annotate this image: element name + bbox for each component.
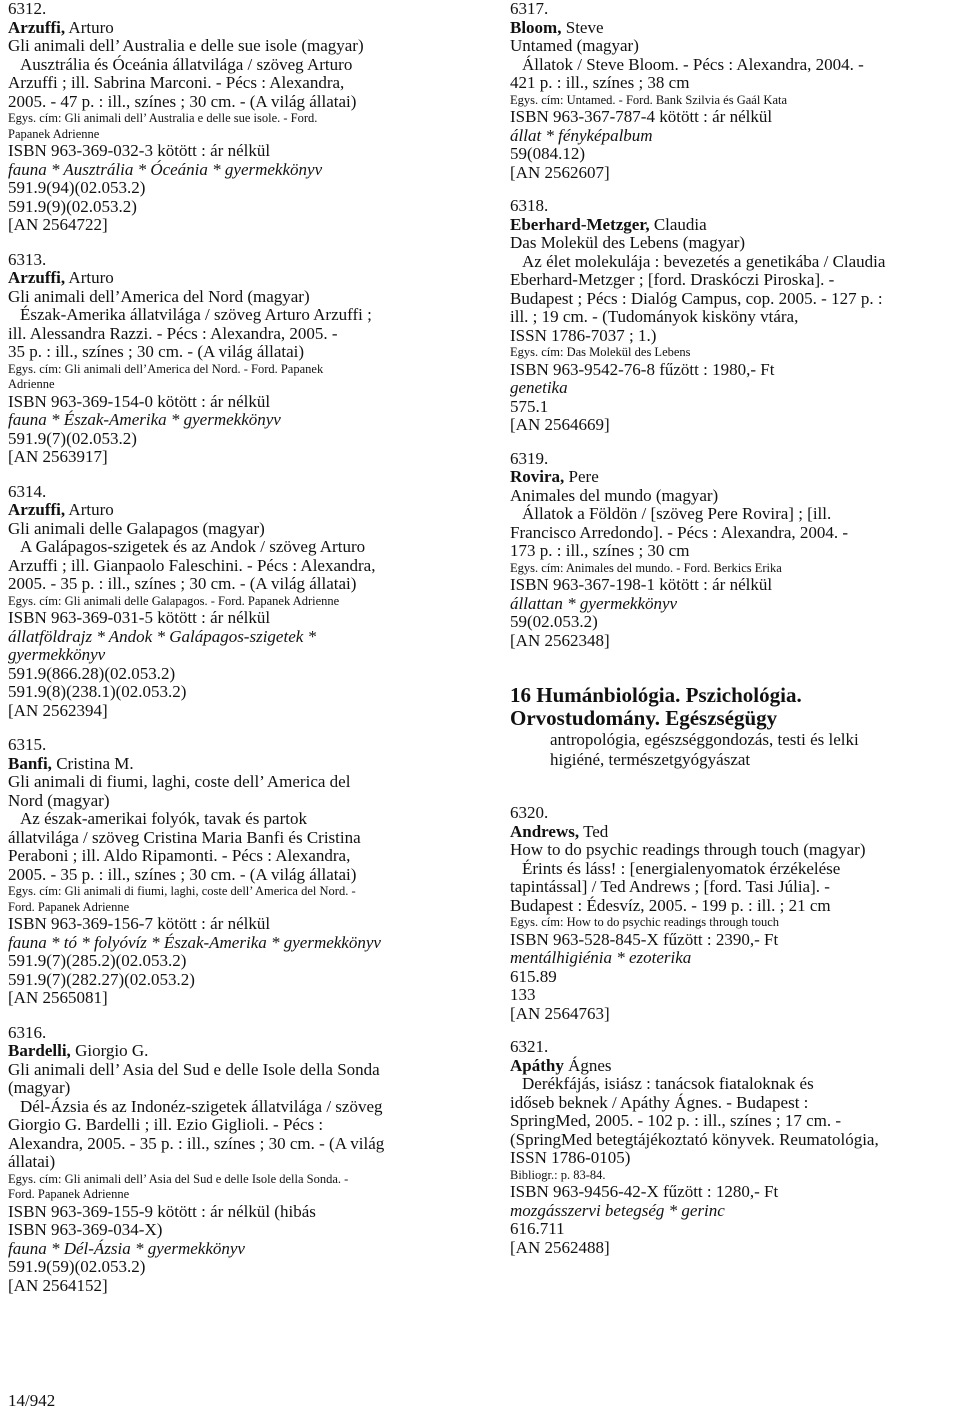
entry-text-line: Dél-Ázsia és az Indonéz-szigetek állatvilága / szöveg bbox=[20, 1096, 383, 1116]
entry-note-line: Papanek Adrienne bbox=[8, 126, 100, 141]
entry-text-line: Gli animali delle Galapagos (magyar) bbox=[8, 518, 265, 538]
entry-subject-line: fauna * Dél-Ázsia * gyermekkönyv bbox=[8, 1238, 245, 1258]
entry-text-line: Gli animali dell’America del Nord (magyar) bbox=[8, 286, 310, 306]
bibliographic-entry bbox=[8, 251, 476, 467]
entry-author bbox=[510, 216, 960, 235]
entry-note-line: Egys. cím: Gli animali dell’ Asia del Sud e delle Isole della Sonda. - bbox=[8, 1171, 349, 1186]
entry-note-line: Egys. cím: Gli animali dell’America del Nord. - Ford. Papanek bbox=[8, 361, 324, 376]
entry-author bbox=[8, 1042, 476, 1061]
page-number: 14/942 bbox=[8, 1391, 56, 1410]
bibliographic-entry bbox=[510, 450, 960, 651]
entry-text-line: SpringMed, 2005. - 102 p. : ill., színes ; 17 cm. - bbox=[510, 1111, 842, 1130]
entry-author bbox=[8, 501, 476, 520]
author-surname: Arzuffi, bbox=[8, 500, 66, 519]
entry-text-line: Gli animali dell’ Asia del Sud e delle Isole della Sonda bbox=[8, 1059, 380, 1079]
entry-text-line: Gli animali dell’ Australia e delle sue isole (magyar) bbox=[8, 36, 364, 55]
entry-text-line: [AN 2562488] bbox=[510, 1237, 610, 1257]
right-entries-group-2 bbox=[510, 804, 960, 1257]
entry-text-line: 2005. - 47 p. : ill., színes ; 30 cm. - (A világ állatai) bbox=[8, 91, 357, 111]
entry-text-line: ill. ; 19 cm. - (Tudományok kisköny vtára, bbox=[510, 307, 799, 326]
entry-text-line: 591.9(7)(282.27)(02.053.2) bbox=[8, 969, 195, 989]
chapter-title-line-2: Orvostudomány. Egészségügy bbox=[510, 706, 778, 730]
entry-text-line: ISBN 963-9542-76-8 fűzött : 1980,- Ft bbox=[510, 359, 775, 379]
entry-text-line: 615.89 bbox=[510, 966, 557, 986]
entry-number: 6312. bbox=[8, 0, 47, 18]
entry-text-line: [AN 2564152] bbox=[8, 1275, 108, 1295]
entry-subject-line: fauna * tó * folyóvíz * Észak-Amerika * gyermekkönyv bbox=[8, 932, 381, 952]
chapter-heading bbox=[510, 684, 960, 770]
entry-text-line: Állatok a Földön / [szöveg Pere Rovira] ; [ill. bbox=[522, 504, 832, 523]
entry-note-line: Egys. cím: Animales del mundo. - Ford. Berkics Erika bbox=[510, 560, 782, 575]
entry-text-line: ISBN 963-367-198-1 kötött : ár nélkül bbox=[510, 575, 773, 594]
entry-subject-line: állat * fényképalbum bbox=[510, 125, 653, 145]
entry-text-line: 591.9(866.28)(02.053.2) bbox=[8, 663, 176, 683]
entry-note-line: Ford. Papanek Adrienne bbox=[8, 1187, 130, 1201]
entry-text-line: ill. Alessandra Razzi. - Pécs : Alexandra, 2005. - bbox=[8, 323, 338, 343]
entry-text-line: 421 p. : ill., színes ; 38 cm bbox=[510, 73, 690, 92]
author-surname: Andrews, bbox=[510, 821, 580, 841]
entry-text-line: Az élet molekulája : bevezetés a genetikába / Claudia bbox=[522, 251, 886, 271]
entry-subject-line: fauna * Ausztrália * Óceánia * gyermekkönyv bbox=[8, 159, 323, 179]
entry-text-line: 591.9(59)(02.053.2) bbox=[8, 1257, 146, 1276]
entry-subject-line: fauna * Észak-Amerika * gyermekkönyv bbox=[8, 410, 281, 429]
entry-text-line: időseb beknek / Apáthy Ágnes. - Budapest : bbox=[510, 1092, 809, 1112]
entry-author bbox=[510, 823, 960, 842]
entry-author bbox=[8, 19, 476, 38]
author-given-name: Arturo bbox=[65, 17, 114, 37]
author-given-name: Arturo bbox=[65, 500, 114, 519]
entry-text-line: 591.9(94)(02.053.2) bbox=[8, 178, 146, 197]
entry-text-line: ISBN 963-369-032-3 kötött : ár nélkül bbox=[8, 141, 271, 160]
entry-note-line: Ford. Papanek Adrienne bbox=[8, 899, 130, 914]
entry-text-line: 591.9(9)(02.053.2) bbox=[8, 196, 137, 216]
entry-number: 6313. bbox=[8, 249, 47, 269]
bibliographic-entry bbox=[8, 483, 476, 721]
entry-text-line: 616.711 bbox=[510, 1219, 565, 1238]
author-given-name: Pere bbox=[564, 467, 599, 486]
entry-author bbox=[510, 468, 960, 487]
entry-text-line: [AN 2564669] bbox=[510, 415, 610, 434]
entry-number: 6319. bbox=[510, 448, 549, 468]
entry-text-line: 591.9(8)(238.1)(02.053.2) bbox=[8, 682, 187, 701]
right-entries-group bbox=[510, 0, 960, 650]
entry-text-line: Peraboni ; ill. Aldo Ripamonti. - Pécs : Alexandra, bbox=[8, 846, 351, 865]
author-surname: Arzuffi, bbox=[8, 268, 66, 287]
entry-text-line: Érints és láss! : [energialenyomatok érzékelése bbox=[522, 858, 841, 878]
bibliographic-entry bbox=[8, 1024, 476, 1296]
entry-text-line: ISBN 963-9456-42-X fűzött : 1280,- Ft bbox=[510, 1182, 779, 1201]
left-column bbox=[8, 0, 476, 1295]
entry-note-line: Adrienne bbox=[8, 377, 55, 391]
author-surname: Apáthy bbox=[510, 1055, 564, 1075]
entry-number: 6320. bbox=[510, 803, 549, 822]
chapter-subtitle-line-1: antropológia, egészséggondozás, testi és lelki bbox=[550, 730, 859, 749]
bibliographic-entry bbox=[510, 197, 960, 435]
entry-text-line: 59(084.12) bbox=[510, 144, 586, 163]
entry-text-line: ISBN 963-369-154-0 kötött : ár nélkül bbox=[8, 391, 271, 411]
author-given-name: Steve bbox=[561, 17, 604, 37]
entry-text-line: [AN 2565081] bbox=[8, 988, 108, 1007]
chapter-subtitle-line-2: higiéné, természetgyógyászat bbox=[550, 750, 751, 769]
entry-text-line: Das Molekül des Lebens (magyar) bbox=[510, 233, 746, 252]
entry-note-line: Egys. cím: Gli animali di fiumi, laghi, coste dell’ America del Nord. - bbox=[8, 884, 356, 898]
entry-text-line: (SpringMed betegtájékoztató könyvek. Reumatológia, bbox=[510, 1129, 879, 1149]
entry-subject-line: állatföldrajz * Andok * Galápagos-szigetek * bbox=[8, 626, 317, 646]
entry-text-line: ISSN 1786-0105) bbox=[510, 1148, 631, 1167]
author-given-name: Ted bbox=[579, 821, 609, 841]
entry-text-line: ISSN 1786-7037 ; 1.) bbox=[510, 325, 657, 345]
entry-text-line: ISBN 963-528-845-X fűzött : 2390,- Ft bbox=[510, 929, 779, 949]
entry-text-line: [AN 2563917] bbox=[8, 447, 108, 466]
entry-text-line: Francisco Arredondo]. - Pécs : Alexandra, 2004. - bbox=[510, 522, 849, 542]
entry-note-line: Egys. cím: How to do psychic readings through touch bbox=[510, 915, 780, 929]
chapter-title-line-1: 16 Humánbiológia. Pszichológia. bbox=[510, 683, 802, 707]
entry-text-line: Az észak-amerikai folyók, tavak és partok bbox=[20, 809, 307, 828]
author-given-name: Giorgio G. bbox=[70, 1041, 149, 1060]
entry-subject-line: gyermekkönyv bbox=[8, 645, 106, 664]
author-surname: Bloom, bbox=[510, 17, 562, 37]
bibliographic-entry bbox=[510, 804, 960, 1023]
entry-subject-line: genetika bbox=[510, 378, 568, 397]
entry-text-line: (magyar) bbox=[8, 1078, 71, 1097]
entry-text-line: 133 bbox=[510, 985, 536, 1004]
entry-subject-line: mentálhigiénia * ezoterika bbox=[510, 948, 692, 967]
entry-text-line: [AN 2562394] bbox=[8, 700, 108, 720]
entry-text-line: állatvilága / szöveg Cristina Maria Banfi és Cristina bbox=[8, 827, 361, 847]
entry-text-line: tapintással] / Ted Andrews ; [ford. Tasi Júlia]. - bbox=[510, 877, 830, 896]
entry-subject-line: mozgásszervi betegség * gerinc bbox=[510, 1200, 725, 1220]
entry-number: 6315. bbox=[8, 735, 47, 754]
entry-text-line: Budapest : Édesvíz, 2005. - 199 p. : ill. ; 21 cm bbox=[510, 895, 831, 915]
author-surname: Eberhard-Metzger, bbox=[510, 214, 650, 234]
entry-text-line: Animales del mundo (magyar) bbox=[510, 485, 719, 505]
entry-text-line: állatai) bbox=[8, 1152, 56, 1171]
entry-note-line: Egys. cím: Das Molekül des Lebens bbox=[510, 345, 691, 359]
entry-text-line: ISBN 963-369-155-9 kötött : ár nélkül (hibás bbox=[8, 1201, 316, 1221]
right-column bbox=[510, 0, 960, 1257]
entry-text-line: [AN 2564763] bbox=[510, 1003, 610, 1023]
entry-text-line: Nord (magyar) bbox=[8, 790, 110, 810]
entry-text-line: Alexandra, 2005. - 35 p. : ill., színes ; 30 cm. - (A világ bbox=[8, 1133, 385, 1153]
entry-note-line: Egys. cím: Gli animali dell’ Australia e delle sue isole. - Ford. bbox=[8, 111, 318, 125]
entry-text-line: ISBN 963-369-031-5 kötött : ár nélkül bbox=[8, 608, 271, 627]
entry-note-line: Egys. cím: Untamed. - Ford. Bank Szilvia és Gaál Kata bbox=[510, 92, 788, 107]
entry-author bbox=[510, 19, 960, 38]
author-given-name: Arturo bbox=[65, 268, 114, 287]
author-given-name: Cristina M. bbox=[51, 753, 134, 773]
author-given-name: Ágnes bbox=[563, 1055, 612, 1075]
entry-number: 6317. bbox=[510, 0, 549, 18]
author-surname: Bardelli, bbox=[8, 1041, 71, 1060]
entry-number: 6318. bbox=[510, 196, 549, 215]
entry-text-line: Ausztrália és Óceánia állatvilága / szöveg Arturo bbox=[20, 54, 353, 74]
author-surname: Banfi, bbox=[8, 753, 52, 773]
entry-text-line: 2005. - 35 p. : ill., színes ; 30 cm. - (A világ állatai) bbox=[8, 574, 357, 593]
entry-text-line: Észak-Amerika állatvilága / szöveg Arturo Arzuffi ; bbox=[20, 305, 372, 324]
bibliographic-entry bbox=[8, 736, 476, 1008]
entry-note-line: Bibliogr.: p. 83-84. bbox=[510, 1167, 606, 1182]
bibliographic-entry bbox=[8, 0, 476, 235]
bibliographic-entry bbox=[510, 1038, 960, 1257]
author-surname: Rovira, bbox=[510, 467, 565, 486]
author-surname: Arzuffi, bbox=[8, 17, 66, 37]
entry-text-line: Arzuffi ; ill. Gianpaolo Faleschini. - Pécs : Alexandra, bbox=[8, 555, 376, 575]
entry-number: 6314. bbox=[8, 481, 47, 501]
entry-text-line: Gli animali di fiumi, laghi, coste dell’ America del bbox=[8, 772, 351, 791]
entry-text-line: Giorgio G. Bardelli ; ill. Ezio Giglioli. - Pécs : bbox=[8, 1115, 324, 1134]
author-given-name: Claudia bbox=[649, 214, 707, 234]
entry-text-line: Derékfájás, isiász : tanácsok fiataloknak és bbox=[522, 1074, 814, 1093]
entry-text-line: 591.9(7)(285.2)(02.053.2) bbox=[8, 951, 187, 970]
entry-text-line: Állatok / Steve Bloom. - Pécs : Alexandra, 2004. - bbox=[522, 54, 864, 74]
entry-text-line: 59(02.053.2) bbox=[510, 612, 598, 631]
entry-author bbox=[8, 755, 476, 774]
entry-text-line: 591.9(7)(02.053.2) bbox=[8, 428, 137, 448]
entry-text-line: A Galápagos-szigetek és az Andok / szöveg Arturo bbox=[20, 537, 366, 556]
entry-text-line: 2005. - 35 p. : ill., színes ; 30 cm. - (A világ állatai) bbox=[8, 864, 357, 884]
entry-text-line: How to do psychic readings through touch (magyar) bbox=[510, 840, 866, 859]
entry-text-line: Untamed (magyar) bbox=[510, 36, 639, 55]
entry-subject-line: állattan * gyermekkönyv bbox=[510, 593, 678, 613]
entry-text-line: [AN 2564722] bbox=[8, 215, 108, 234]
entry-text-line: Eberhard-Metzger ; [ford. Draskóczi Piroska]. - bbox=[510, 270, 835, 289]
entry-text-line: [AN 2562607] bbox=[510, 162, 610, 182]
entry-text-line: ISBN 963-369-034-X) bbox=[8, 1220, 163, 1239]
entry-text-line: 575.1 bbox=[510, 396, 549, 416]
entry-number: 6321. bbox=[510, 1037, 549, 1056]
bibliographic-entry bbox=[510, 0, 960, 182]
entry-number: 6316. bbox=[8, 1022, 47, 1042]
entry-note-line: Egys. cím: Gli animali delle Galapagos. - Ford. Papanek Adrienne bbox=[8, 593, 340, 608]
entry-text-line: Arzuffi ; ill. Sabrina Marconi. - Pécs : Alexandra, bbox=[8, 73, 345, 92]
entry-text-line: 35 p. : ill., színes ; 30 cm. - (A világ állatai) bbox=[8, 342, 305, 361]
entry-author bbox=[510, 1057, 960, 1076]
entry-text-line: ISBN 963-367-787-4 kötött : ár nélkül bbox=[510, 107, 773, 126]
entry-text-line: Budapest ; Pécs : Dialóg Campus, cop. 2005. - 127 p. : bbox=[510, 288, 883, 308]
entry-text-line: 173 p. : ill., színes ; 30 cm bbox=[510, 541, 690, 560]
entry-text-line: ISBN 963-369-156-7 kötött : ár nélkül bbox=[8, 914, 271, 933]
entry-text-line: [AN 2562348] bbox=[510, 630, 610, 650]
entry-author bbox=[8, 269, 476, 288]
